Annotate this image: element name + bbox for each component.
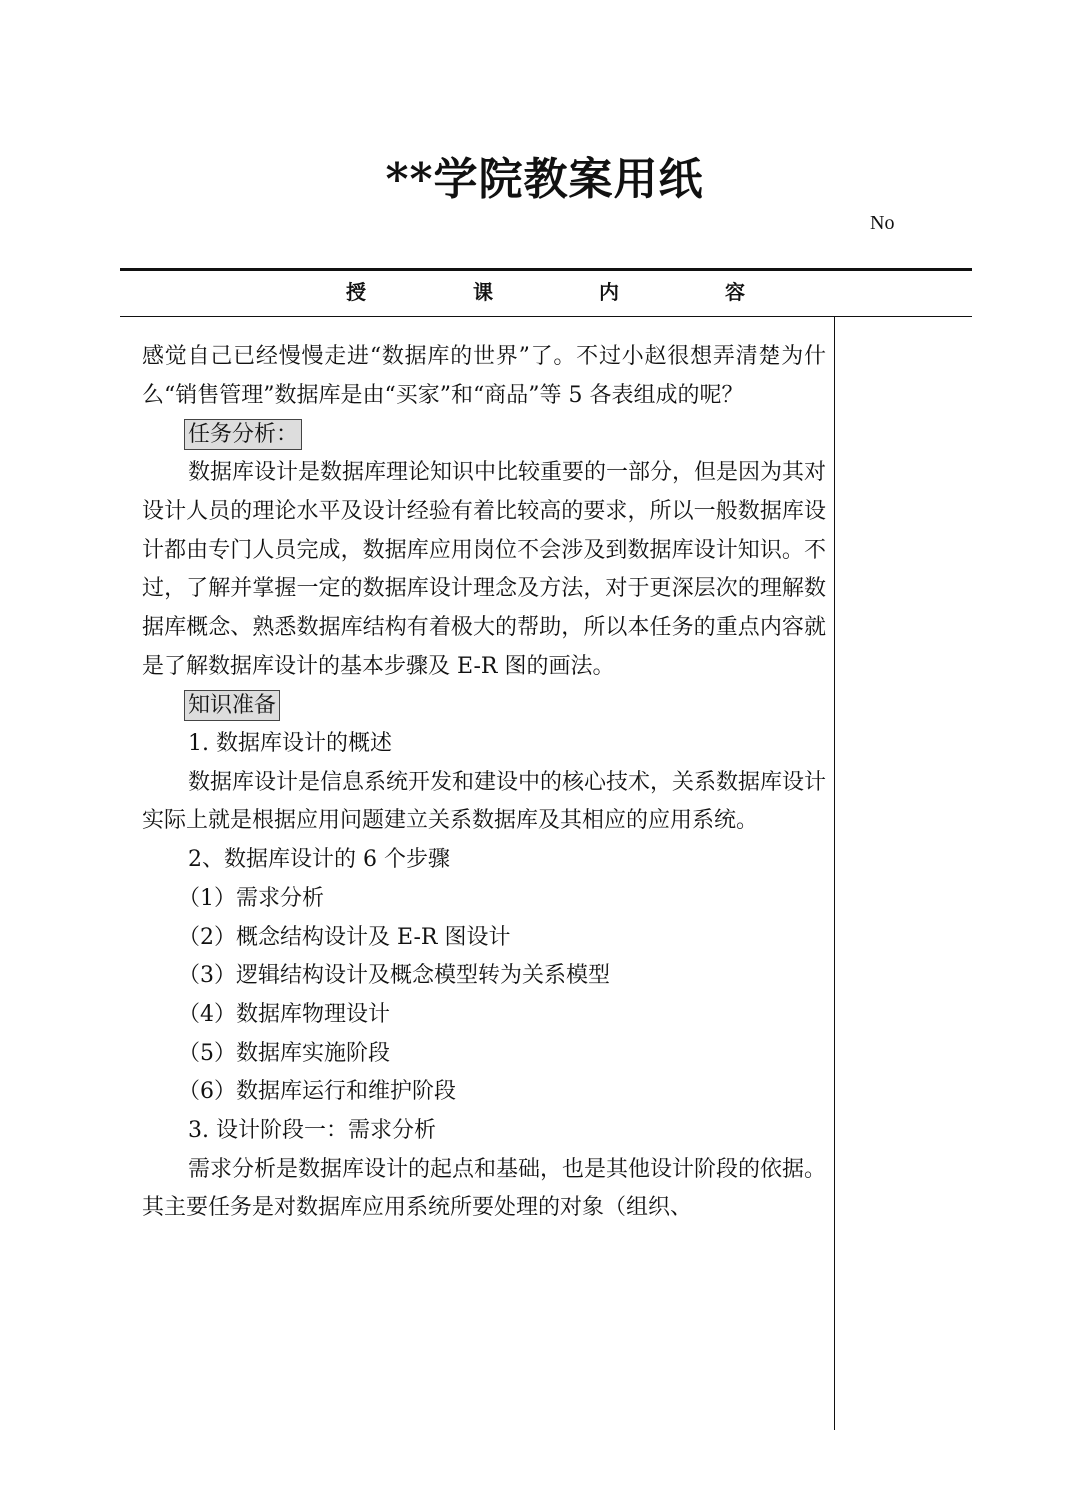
- step-item: （1）需求分析: [178, 885, 324, 911]
- step-item: （6）数据库运行和维护阶段: [178, 1079, 456, 1105]
- header-char-2: 课: [473, 280, 493, 304]
- lesson-content: [142, 338, 826, 1228]
- margin-column-rule: [834, 316, 835, 1430]
- task-analysis-heading: 任务分析：: [184, 419, 302, 450]
- step-item: （2）概念结构设计及 E-R 图设计: [178, 924, 511, 950]
- header-top-rule: [120, 268, 972, 271]
- header-bottom-rule: [120, 316, 972, 317]
- intro-paragraph: 感觉自己已经慢慢走进“数据库的世界”了。不过小赵很想弄清楚为什么“销售管理”数据库是由“买家”和“商品”等 5 各表组成的呢？: [142, 344, 826, 408]
- step-item: （3）逻辑结构设计及概念模型转为关系模型: [178, 963, 610, 989]
- section-3-heading: 3. 设计阶段一：需求分析: [188, 1118, 436, 1144]
- knowledge-heading-row: [142, 686, 826, 725]
- section-3-paragraph: 需求分析是数据库设计的起点和基础，也是其他设计阶段的依据。其主要任务是对数据库应用系统所要处理的对象（组织、: [142, 1156, 827, 1221]
- section-1-heading: 1. 数据库设计的概述: [188, 731, 392, 756]
- task-analysis-paragraph: 数据库设计是数据库理论知识中比较重要的一部分，但是因为其对设计人员的理论水平及设计经验有着比较高的要求，所以一般数据库设计都由专门人员完成，数据库应用岗位不会涉及到数据库设计知识。不过，了解并掌握一定的数据库设计理念及方法，对于更深层次的理解数据库概念、熟悉数据库结构有着极大的帮助，所以本任务的重点内容就是了解数据库设计的基本步骤及 E-R 图的画法。: [142, 460, 827, 679]
- header-char-1: 授: [346, 280, 366, 304]
- step-item: （4）数据库物理设计: [178, 1001, 390, 1027]
- task-analysis-heading-row: [142, 415, 826, 454]
- section-1-paragraph: 数据库设计是信息系统开发和建设中的核心技术，关系数据库设计实际上就是根据应用问题建立关系数据库及其相应的应用系统。: [142, 769, 827, 834]
- step-item: （5）数据库实施阶段: [178, 1040, 390, 1066]
- page-number-label: No: [870, 212, 895, 234]
- section-2-heading: 2、数据库设计的 6 个步骤: [188, 847, 450, 873]
- header-char-4: 容: [725, 280, 745, 304]
- page-title: **学院教案用纸: [385, 154, 704, 205]
- knowledge-heading: 知识准备: [184, 690, 280, 721]
- header-char-3: 内: [599, 280, 619, 304]
